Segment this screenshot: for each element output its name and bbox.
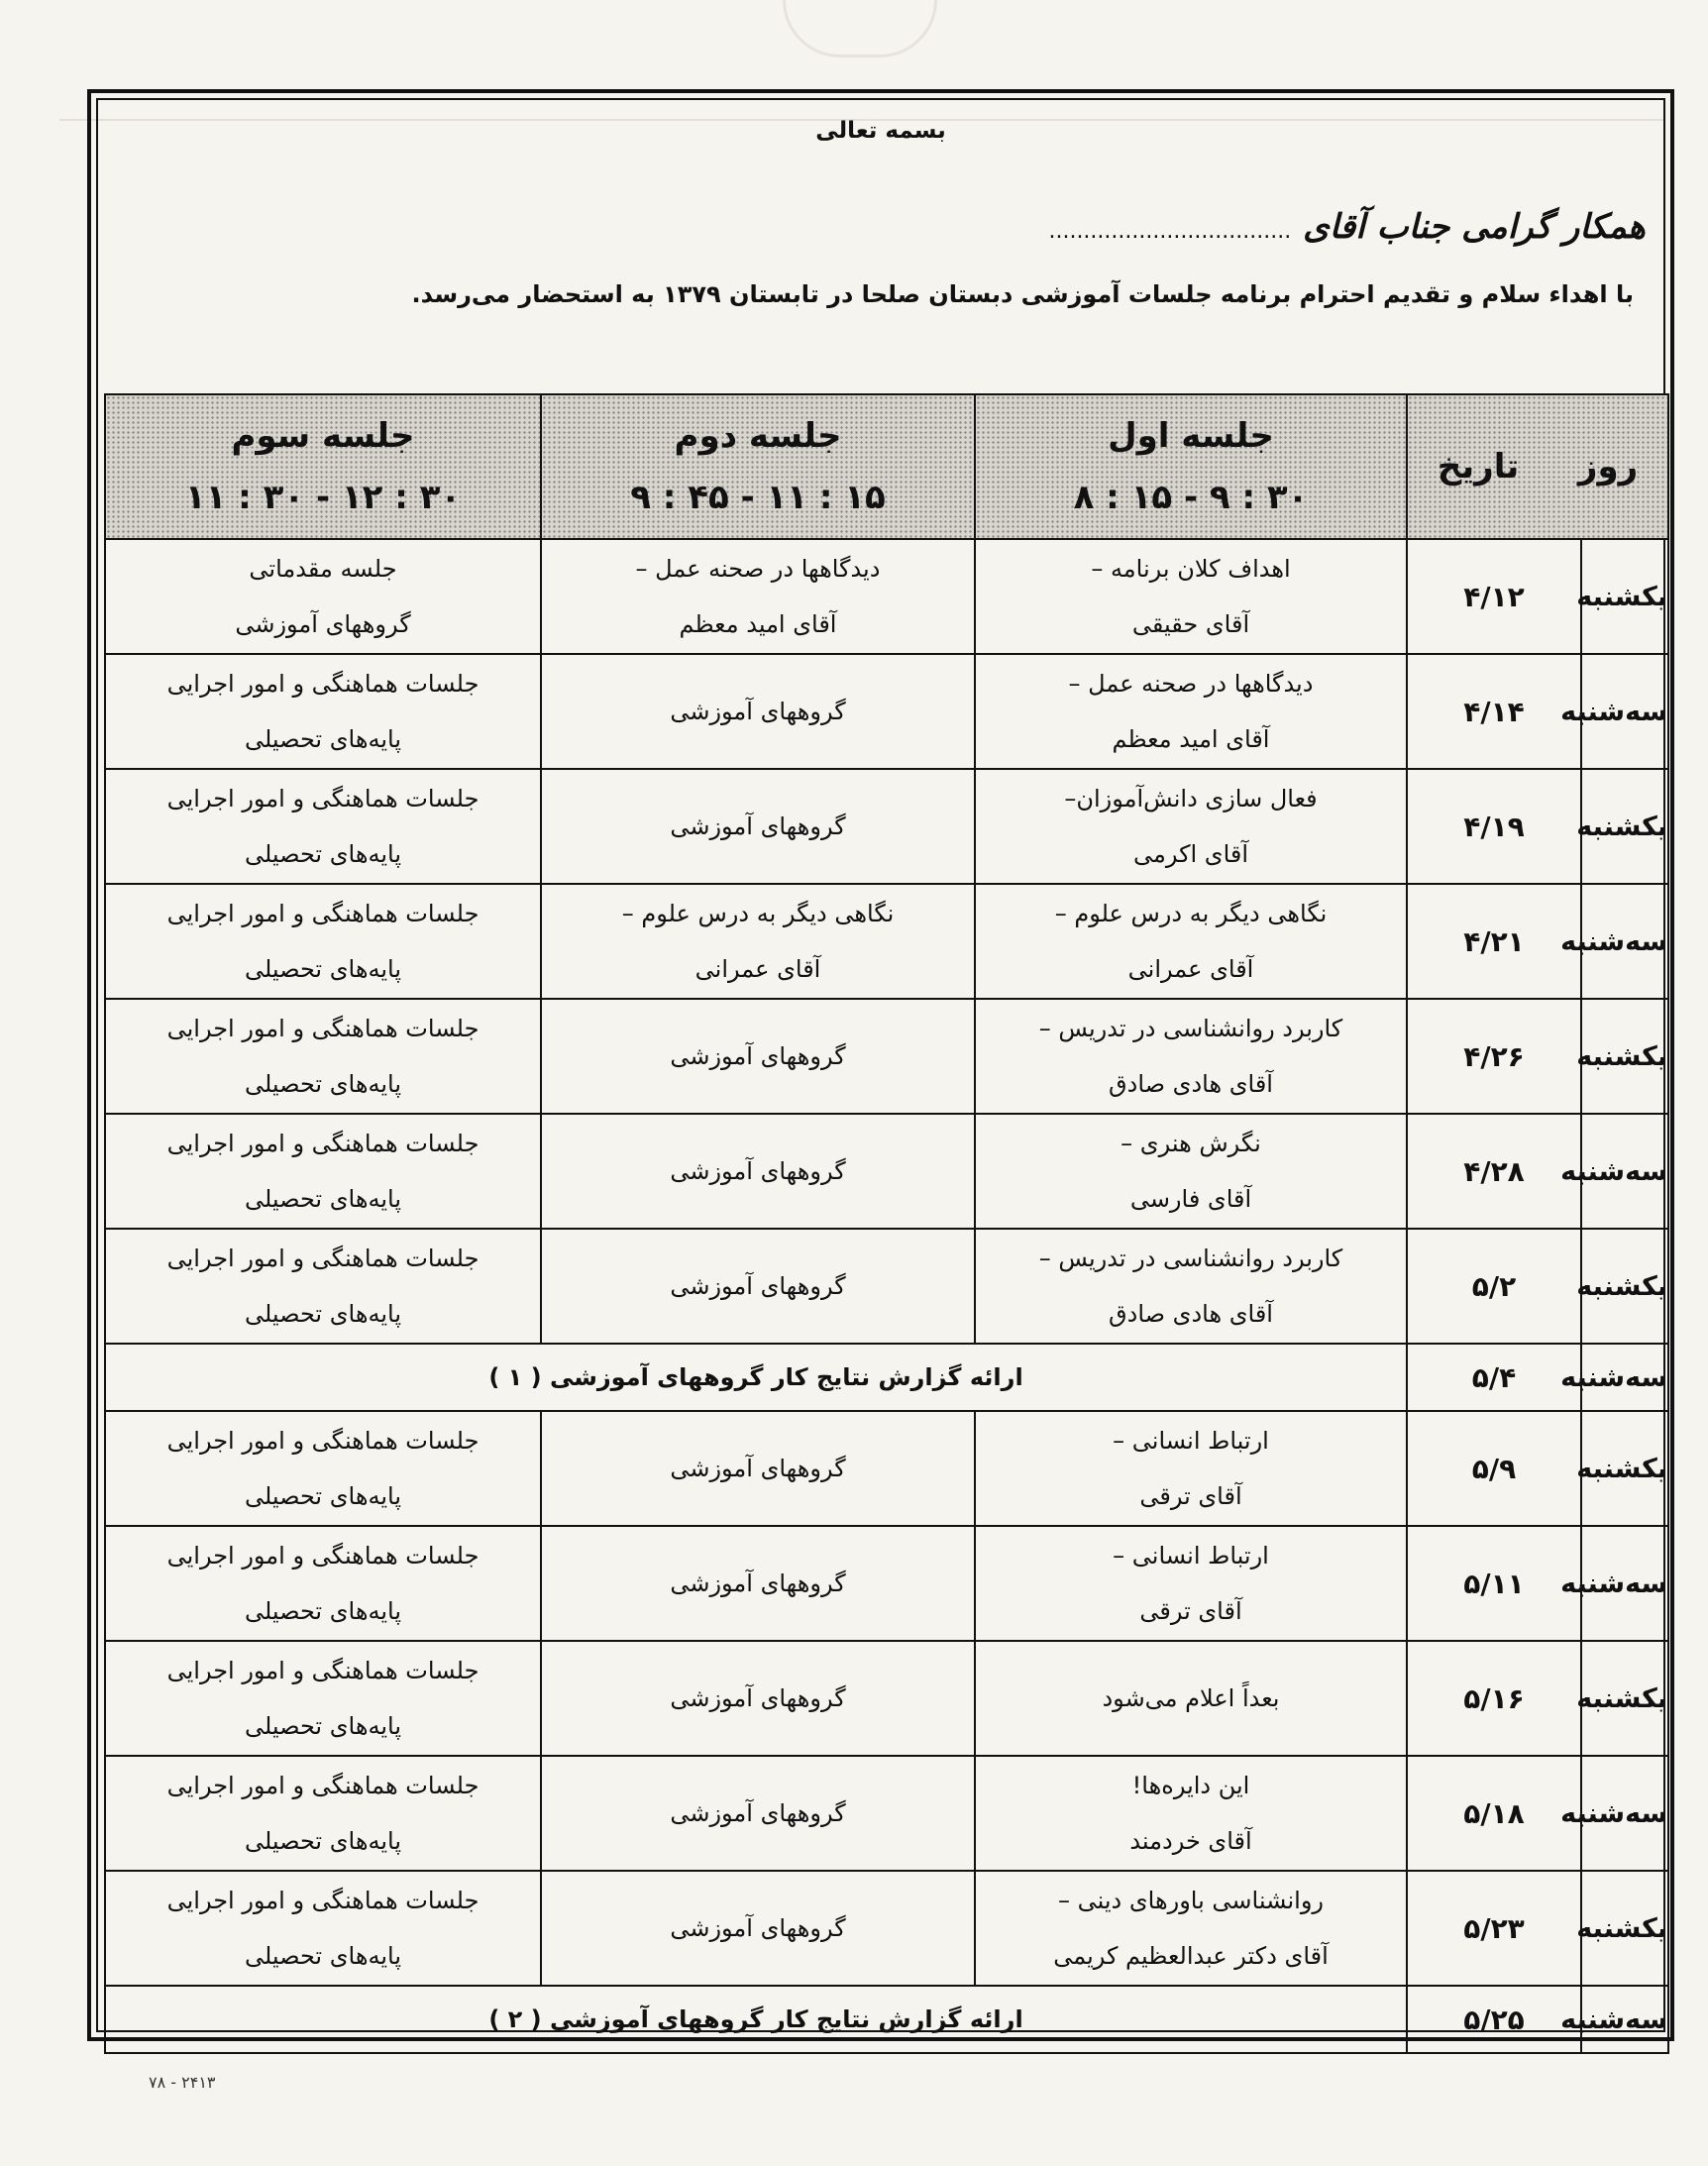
session-topic: ارتباط انسانی – bbox=[1113, 1427, 1269, 1455]
session-2-cell bbox=[541, 1114, 975, 1229]
session-2-title: جلسه دوم bbox=[674, 416, 842, 456]
session-2-cell bbox=[541, 654, 975, 769]
session-3-header bbox=[105, 394, 541, 539]
table-row bbox=[105, 1756, 1668, 1871]
session-presenter: آقای فارسی bbox=[1129, 1185, 1252, 1213]
date-cell: ۴/۱۲ bbox=[1407, 539, 1581, 654]
session-3-cell bbox=[105, 1411, 541, 1526]
table-row bbox=[105, 1114, 1668, 1229]
session-1-cell bbox=[975, 1756, 1407, 1871]
table-row bbox=[105, 999, 1668, 1114]
session-topic: روانشناسی باورهای دینی – bbox=[1057, 1887, 1325, 1914]
session-presenter: آقای هادی صادق bbox=[1109, 1070, 1273, 1098]
session-topic: جلسات هماهنگی و امور اجرایی bbox=[166, 785, 480, 812]
session-2-cell bbox=[541, 769, 975, 884]
session-topic: جلسات هماهنگی و امور اجرایی bbox=[166, 1772, 480, 1799]
session-presenter: پایه‌های تحصیلی bbox=[244, 1827, 402, 1855]
session-1-time: ۸ : ۱۵ - ۹ : ۳۰ bbox=[1073, 478, 1309, 517]
table-row bbox=[105, 1641, 1668, 1756]
session-2-cell bbox=[541, 1411, 975, 1526]
session-presenter: آقای امید معظم bbox=[1112, 725, 1270, 753]
session-topic: دیدگاهها در صحنه عمل – bbox=[1068, 670, 1314, 698]
table-row bbox=[105, 1344, 1668, 1411]
session-topic: ارتباط انسانی – bbox=[1113, 1542, 1269, 1570]
session-1-cell bbox=[975, 1229, 1407, 1344]
faint-letterhead-emblem bbox=[783, 0, 937, 57]
session-presenter: پایه‌های تحصیلی bbox=[244, 1185, 402, 1213]
session-2-cell bbox=[541, 1526, 975, 1641]
session-topic: جلسات هماهنگی و امور اجرایی bbox=[166, 670, 480, 698]
session-presenter: پایه‌های تحصیلی bbox=[244, 1300, 402, 1328]
day-cell: سه‌شنبه bbox=[1581, 654, 1668, 769]
session-1-cell bbox=[975, 1871, 1407, 1986]
day-cell: یکشنبه bbox=[1581, 1411, 1668, 1526]
date-cell: ۴/۲۱ bbox=[1407, 884, 1581, 999]
session-topic: اهداف کلان برنامه – bbox=[1091, 555, 1291, 583]
session-2-time: ۹ : ۴۵ - ۱۱ : ۱۵ bbox=[630, 478, 886, 517]
session-presenter: پایه‌های تحصیلی bbox=[244, 1942, 402, 1970]
session-3-cell bbox=[105, 1229, 541, 1344]
session-topic: جلسات هماهنگی و امور اجرایی bbox=[166, 1015, 480, 1042]
date-column-header: تاریخ bbox=[1437, 447, 1520, 487]
date-cell: ۵/۴ bbox=[1407, 1344, 1581, 1411]
table-header-row bbox=[105, 394, 1668, 539]
report-session-cell: ارائه گزارش نتایج کار گروههای آموزشی ( ۲ ) bbox=[105, 1986, 1407, 2053]
session-presenter: پایه‌های تحصیلی bbox=[244, 955, 402, 983]
session-presenter: پایه‌های تحصیلی bbox=[244, 1597, 402, 1625]
date-cell: ۵/۱۸ bbox=[1407, 1756, 1581, 1871]
session-topic: نگاهی دیگر به درس علوم – bbox=[1054, 900, 1328, 927]
session-3-cell bbox=[105, 1641, 541, 1756]
session-presenter: پایه‌های تحصیلی bbox=[244, 1070, 402, 1098]
report-session-cell: ارائه گزارش نتایج کار گروههای آموزشی ( ۱ ) bbox=[105, 1344, 1407, 1411]
session-presenter: آقای دکتر عبدالعظیم کریمی bbox=[1053, 1942, 1329, 1970]
table-row bbox=[105, 654, 1668, 769]
day-cell: سه‌شنبه bbox=[1581, 1526, 1668, 1641]
date-cell: ۴/۱۹ bbox=[1407, 769, 1581, 884]
session-topic: جلسات هماهنگی و امور اجرایی bbox=[166, 1245, 480, 1272]
session-3-cell bbox=[105, 539, 541, 654]
session-1-cell bbox=[975, 1114, 1407, 1229]
date-cell: ۴/۲۸ bbox=[1407, 1114, 1581, 1229]
date-cell: ۵/۱۶ bbox=[1407, 1641, 1581, 1756]
table-row bbox=[105, 884, 1668, 999]
addressee-label: همکار گرامی جناب آقای bbox=[1303, 207, 1646, 247]
document-inner-frame bbox=[96, 98, 1668, 2036]
session-2-cell bbox=[541, 1229, 975, 1344]
document-frame bbox=[87, 89, 1674, 2041]
session-1-cell bbox=[975, 769, 1407, 884]
date-cell: ۵/۱۱ bbox=[1407, 1526, 1581, 1641]
session-topic: فعال سازی دانش‌آموزان– bbox=[1064, 785, 1318, 812]
session-3-cell bbox=[105, 884, 541, 999]
session-topic: گروههای آموزشی bbox=[670, 1914, 846, 1942]
session-topic: گروههای آموزشی bbox=[670, 1272, 846, 1300]
session-presenter: پایه‌های تحصیلی bbox=[244, 1482, 402, 1510]
session-3-cell bbox=[105, 1526, 541, 1641]
session-topic: گروههای آموزشی bbox=[670, 698, 846, 725]
session-topic: کاربرد روانشناسی در تدریس – bbox=[1038, 1245, 1343, 1272]
session-topic: جلسه مقدماتی bbox=[249, 555, 397, 583]
table-row bbox=[105, 1986, 1668, 2053]
session-1-cell bbox=[975, 539, 1407, 654]
session-topic: بعداً اعلام می‌شود bbox=[1102, 1684, 1280, 1712]
session-3-time: ۱۱ : ۳۰ - ۱۲ : ۳۰ bbox=[184, 478, 462, 517]
session-2-cell bbox=[541, 1641, 975, 1756]
session-3-cell bbox=[105, 1756, 541, 1871]
session-3-cell bbox=[105, 1114, 541, 1229]
session-presenter: آقای ترقی bbox=[1139, 1597, 1242, 1625]
session-topic: جلسات هماهنگی و امور اجرایی bbox=[166, 1542, 480, 1570]
intro-text: با اهداء سلام و تقدیم احترام برنامه جلسات آموزشی دبستان صلحا در تابستان ۱۳۷۹ به استحضار می‌رسد. bbox=[411, 280, 1634, 308]
date-cell: ۵/۲۵ bbox=[1407, 1986, 1581, 2053]
session-presenter: پایه‌های تحصیلی bbox=[244, 1712, 402, 1740]
session-presenter: آقای حقیقی bbox=[1131, 610, 1250, 638]
session-topic: جلسات هماهنگی و امور اجرایی bbox=[166, 1130, 480, 1157]
day-cell: سه‌شنبه bbox=[1581, 884, 1668, 999]
session-3-cell bbox=[105, 1871, 541, 1986]
session-1-header bbox=[975, 394, 1407, 539]
addressee-line bbox=[1048, 207, 1646, 247]
session-presenter: پایه‌های تحصیلی bbox=[244, 840, 402, 868]
session-topic: گروههای آموزشی bbox=[670, 812, 846, 840]
session-presenter: گروههای آموزشی bbox=[235, 610, 411, 638]
schedule-body bbox=[105, 539, 1668, 2053]
day-cell: یکشنبه bbox=[1581, 1229, 1668, 1344]
session-presenter: آقای اکرمی bbox=[1132, 840, 1249, 868]
session-topic: گروههای آموزشی bbox=[670, 1157, 846, 1185]
day-cell: یکشنبه bbox=[1581, 1641, 1668, 1756]
session-2-header bbox=[541, 394, 975, 539]
session-2-cell bbox=[541, 539, 975, 654]
session-presenter: پایه‌های تحصیلی bbox=[244, 725, 402, 753]
session-topic: گروههای آموزشی bbox=[670, 1799, 846, 1827]
date-cell: ۴/۲۶ bbox=[1407, 999, 1581, 1114]
addressee-blank: ................................... bbox=[1048, 219, 1292, 244]
session-presenter: آقای امید معظم bbox=[679, 610, 837, 638]
session-2-cell bbox=[541, 1756, 975, 1871]
date-cell: ۵/۲ bbox=[1407, 1229, 1581, 1344]
session-topic: دیدگاهها در صحنه عمل – bbox=[635, 555, 881, 583]
day-cell: یکشنبه bbox=[1581, 1871, 1668, 1986]
day-cell: سه‌شنبه bbox=[1581, 1344, 1668, 1411]
session-2-cell bbox=[541, 884, 975, 999]
day-column-header: روز bbox=[1577, 447, 1639, 487]
date-cell: ۵/۹ bbox=[1407, 1411, 1581, 1526]
session-3-cell bbox=[105, 769, 541, 884]
table-row bbox=[105, 769, 1668, 884]
session-topic: جلسات هماهنگی و امور اجرایی bbox=[166, 1887, 480, 1914]
session-topic: جلسات هماهنگی و امور اجرایی bbox=[166, 1427, 480, 1455]
day-date-header bbox=[1407, 394, 1668, 539]
table-row bbox=[105, 1411, 1668, 1526]
table-row bbox=[105, 539, 1668, 654]
session-3-cell bbox=[105, 654, 541, 769]
session-topic: جلسات هماهنگی و امور اجرایی bbox=[166, 900, 480, 927]
session-presenter: آقای خردمند bbox=[1129, 1827, 1252, 1855]
session-topic: گروههای آموزشی bbox=[670, 1570, 846, 1597]
session-topic: گروههای آموزشی bbox=[670, 1455, 846, 1482]
session-topic: جلسات هماهنگی و امور اجرایی bbox=[166, 1657, 480, 1684]
session-presenter: آقای هادی صادق bbox=[1109, 1300, 1273, 1328]
day-cell: سه‌شنبه bbox=[1581, 1986, 1668, 2053]
session-topic: این دایره‌ها! bbox=[1131, 1772, 1250, 1799]
date-cell: ۴/۱۴ bbox=[1407, 654, 1581, 769]
session-1-cell bbox=[975, 654, 1407, 769]
table-row bbox=[105, 1526, 1668, 1641]
session-topic: نگاهی دیگر به درس علوم – bbox=[621, 900, 895, 927]
day-cell: یکشنبه bbox=[1581, 999, 1668, 1114]
session-topic: کاربرد روانشناسی در تدریس – bbox=[1038, 1015, 1343, 1042]
session-3-cell bbox=[105, 999, 541, 1114]
session-topic: گروههای آموزشی bbox=[670, 1042, 846, 1070]
session-presenter: آقای عمرانی bbox=[1127, 955, 1254, 983]
schedule-table bbox=[104, 393, 1669, 2054]
day-cell: سه‌شنبه bbox=[1581, 1114, 1668, 1229]
session-3-title: جلسه سوم bbox=[231, 416, 415, 456]
session-1-cell bbox=[975, 999, 1407, 1114]
day-cell: یکشنبه bbox=[1581, 769, 1668, 884]
session-1-cell bbox=[975, 1526, 1407, 1641]
session-2-cell bbox=[541, 999, 975, 1114]
session-presenter: آقای ترقی bbox=[1139, 1482, 1242, 1510]
table-row bbox=[105, 1229, 1668, 1344]
table-row bbox=[105, 1871, 1668, 1986]
day-cell: سه‌شنبه bbox=[1581, 1756, 1668, 1871]
basmala: بسمه تعالی bbox=[815, 118, 946, 144]
session-1-cell bbox=[975, 884, 1407, 999]
date-cell: ۵/۲۳ bbox=[1407, 1871, 1581, 1986]
day-cell: یکشنبه bbox=[1581, 539, 1668, 654]
session-1-cell bbox=[975, 1411, 1407, 1526]
session-2-cell bbox=[541, 1871, 975, 1986]
session-presenter: آقای عمرانی bbox=[694, 955, 821, 983]
footer-form-code: ۲۴۱۳ - ۷۸ bbox=[149, 2073, 216, 2092]
session-1-title: جلسه اول bbox=[1108, 416, 1274, 456]
session-topic: گروههای آموزشی bbox=[670, 1684, 846, 1712]
session-1-cell bbox=[975, 1641, 1407, 1756]
session-topic: نگرش هنری – bbox=[1121, 1130, 1261, 1157]
